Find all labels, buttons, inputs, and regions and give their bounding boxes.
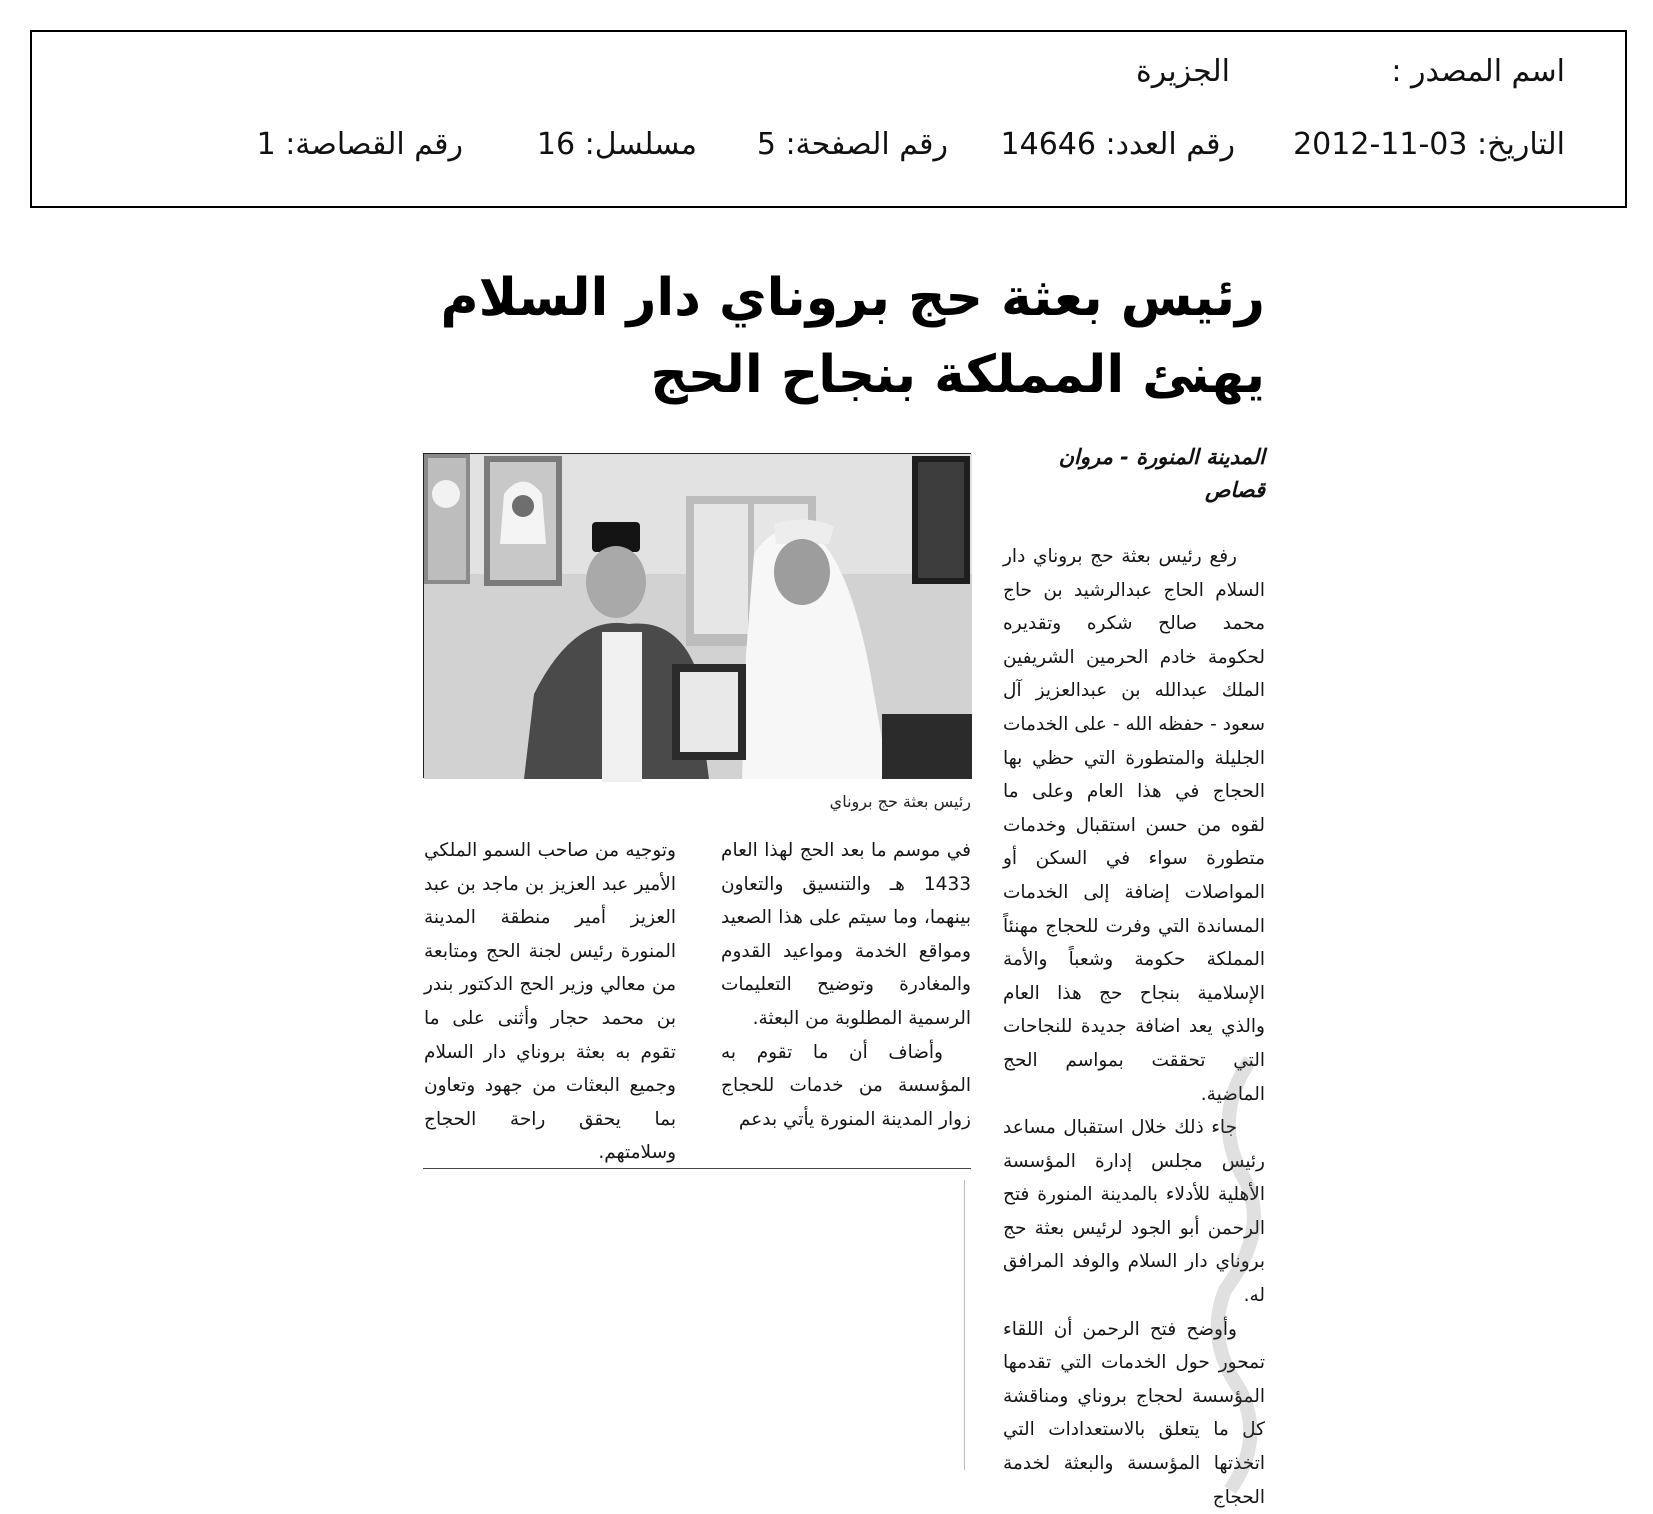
- paragraph: وتوجيه من صاحب السمو الملكي الأمير عبد العزيز بن ماجد بن عبد العزيز أمير منطقة المدينة المنورة رئيس لجنة الحج ومتابعة من معالي وزير الحج الدكتور بندر بن محمد حجار وأثنى على ما تقوم به بعثة بروناي دار السلام وجميع البعثات من جهود وتعاون بما يحقق راحة الحجاج وسلامتهم.: [424, 840, 676, 1164]
- column-divider: [964, 1180, 965, 1470]
- byline-line-2: قصاص: [1204, 478, 1265, 502]
- article-photo: [423, 453, 971, 778]
- clip-info-box: [30, 30, 1627, 208]
- source-value: الجزيرة: [1135, 54, 1230, 89]
- article-column-3: [424, 834, 676, 1164]
- source-label: اسم المصدر :: [1391, 54, 1565, 89]
- photo-illustration: [424, 454, 972, 779]
- issue-field: رقم العدد: 14646: [1000, 127, 1235, 162]
- serial-field: مسلسل: 16: [536, 127, 697, 162]
- clip-number-field: رقم القصاصة: 1: [256, 127, 463, 162]
- paragraph: في موسم ما بعد الحج لهذا العام 1433 هـ والتنسيق والتعاون بينهما، وما سيتم على هذا الصعيد ومواقع الخدمة ومواعيد القدوم والمغادرة وتوضيح التعليمات الرسمية المطلوبة من البعثة.: [721, 840, 971, 1029]
- paragraph: رفع رئيس بعثة حج بروناي دار السلام الحاج عبدالرشيد بن حاج محمد صالح شكره وتقديره لحكومة خادم الحرمين الشريفين الملك عبدالله بن عبدالعزيز آل سعود - حفظه الله - على الخدمات الجليلة والمتطورة التي حظي بها الحجاج في هذا العام وعلى ما لقوه من حسن استقبال وخدمات متطورة سواء في السكن أو المواصلات إضافة إلى الخدمات المساندة التي وفرت للحجاج مهنئاً المملكة حكومة وشعباً والأمة الإسلامية بنجاح حج هذا العام والذي يعد اضافة جديدة للنجاحات التي تحققت بمواسم الحج الماضية.: [1003, 546, 1265, 1105]
- byline: [1015, 441, 1265, 507]
- article-column-2: [721, 834, 971, 1154]
- headline-line-2: يهنئ المملكة بنجاح الحج: [650, 345, 1265, 405]
- page-field: رقم الصفحة: 5: [756, 127, 948, 162]
- byline-line-1: المدينة المنورة - مروان: [1058, 445, 1265, 469]
- paragraph: وأضاف أن ما تقوم به المؤسسة من خدمات للحجاج زوار المدينة المنورة يأتي بدعم: [721, 1041, 971, 1130]
- headline-line-1: رئيس بعثة حج بروناي دار السلام: [440, 268, 1265, 328]
- date-field: التاريخ: 03-11-2012: [1293, 127, 1565, 162]
- paragraph: جاء ذلك خلال استقبال مساعد رئيس مجلس إدارة المؤسسة الأهلية للأدلاء بالمدينة المنورة فتح الرحمن أبو الجود لرئيس بعثة حج بروناي دار السلام والوفد المرافق له.: [1003, 1117, 1265, 1307]
- photo-caption: رئيس بعثة حج بروناي: [829, 792, 971, 811]
- column-end-rule: [423, 1168, 971, 1169]
- watermark-ornament: [1200, 1060, 1270, 1490]
- paragraph: وأوضح فتح الرحمن أن اللقاء تمحور حول الخدمات التي تقدمها المؤسسة لحجاج بروناي ومناقشة كل ما يتعلق بالاستعدادات التي اتخذتها المؤسسة والبعثة لخدمة الحجاج: [1003, 1318, 1265, 1508]
